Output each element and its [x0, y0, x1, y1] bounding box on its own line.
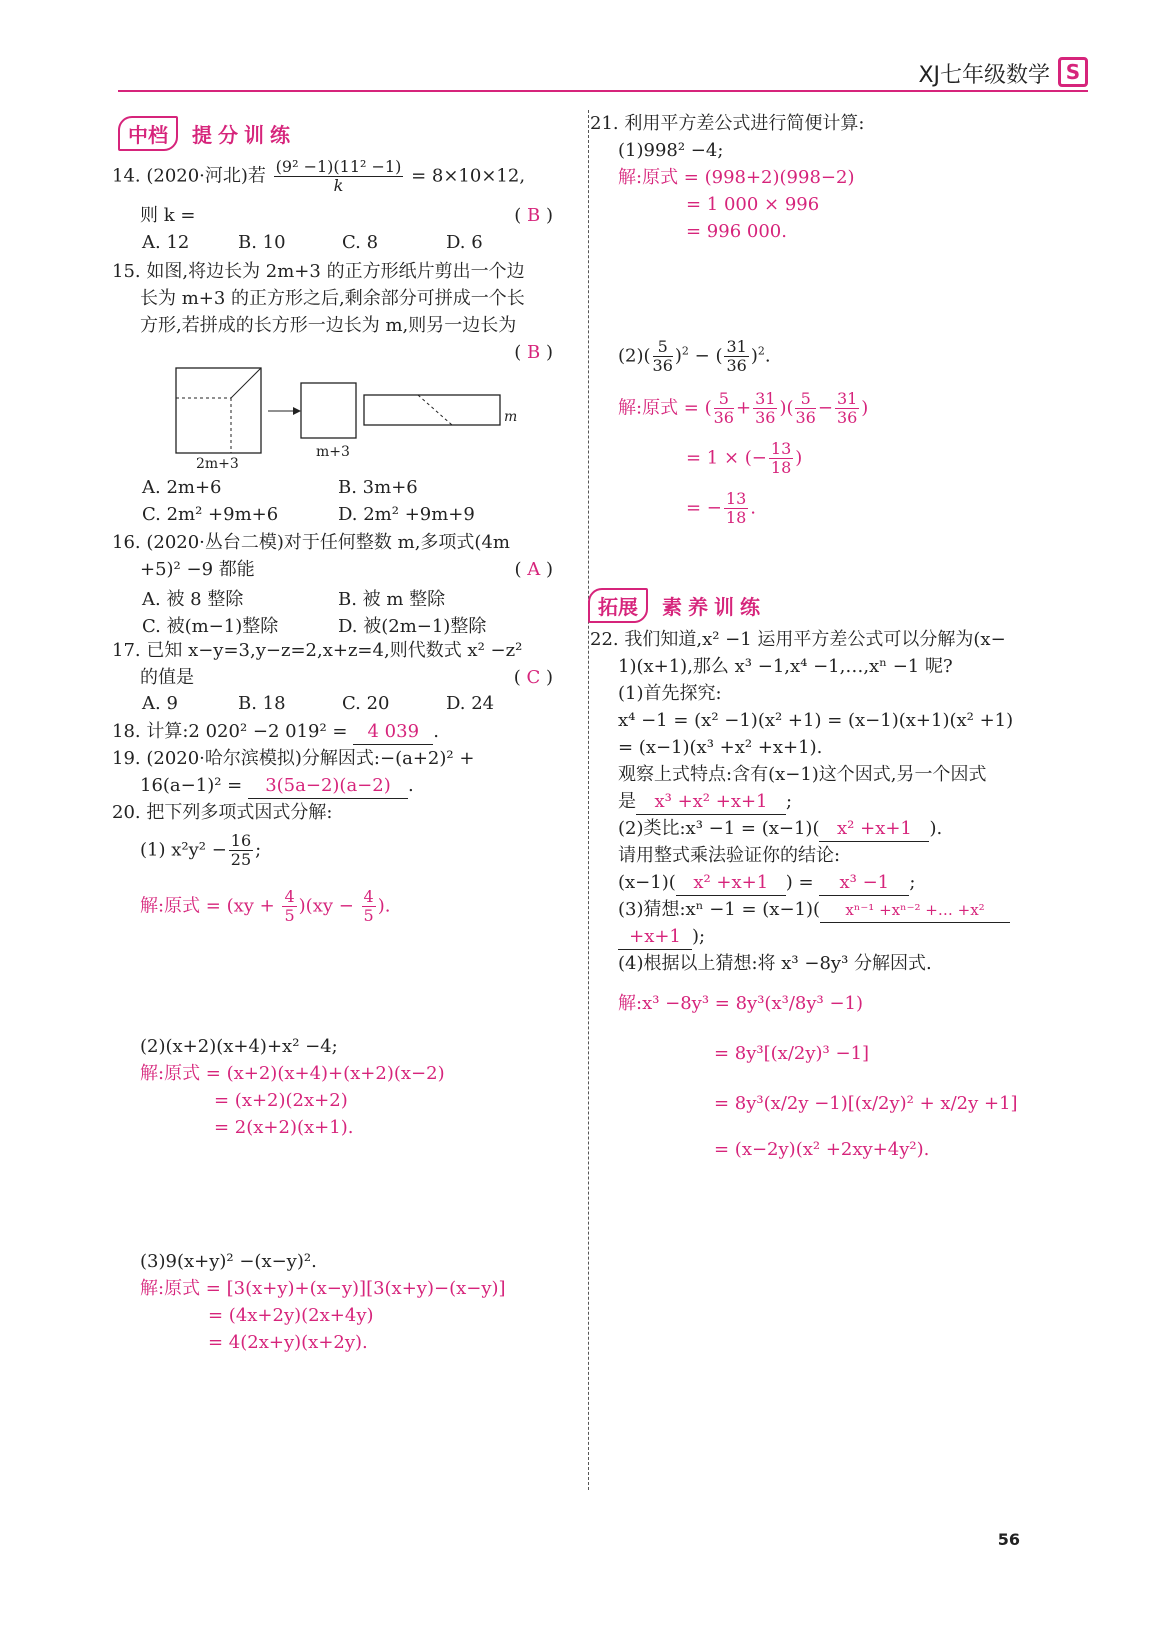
- q17-answer: ( C ): [513, 667, 553, 688]
- q20-p2-sol-3: = 2(x+2)(x+1).: [214, 1117, 354, 1138]
- q20-p3-sol-1: 解:原式 = [3(x+y)+(x−y)][3(x+y)−(x−y)]: [140, 1278, 506, 1299]
- q22-answer-v1: x² +x+1: [676, 871, 786, 896]
- section-ext-title: 素养训练: [662, 595, 766, 619]
- q22-sol-3: = 8y³(x/2y −1)[(x/2y)² + x/2y +1]: [714, 1093, 1018, 1114]
- fig-label-m3: m+3: [316, 444, 350, 460]
- q22-answer-1: x³ +x² +x+1: [636, 790, 786, 815]
- q22-answer-3b: +x+1: [618, 925, 692, 950]
- q21-p2-sol-3: = − $\frac{13}{18}$ .: [686, 489, 756, 527]
- q16-line1: 16. (2020·丛台二模)对于任何整数 m,多项式(4m: [112, 532, 510, 553]
- q18-answer: 4 039: [353, 720, 433, 745]
- q20-p2-sol-2: = (x+2)(2x+2): [214, 1090, 348, 1111]
- page-number: 56: [997, 1530, 1020, 1549]
- q20-p2: (2)(x+2)(x+4)+x² −4;: [140, 1036, 338, 1057]
- q17-line2: 的值是: [140, 667, 194, 688]
- header-title: XJ七年级数学: [918, 63, 1050, 88]
- q21-p2-sol-1: 解:原式 = ( $\frac{5}{36}$ + $\frac{31}{36}$ )( $\frac{5}{36}$ − $\frac{31}{36}$ ): [618, 389, 869, 427]
- column-divider: [588, 110, 589, 1490]
- q22-p4: (4)根据以上猜想:将 x³ −8y³ 分解因式.: [618, 953, 932, 974]
- q18: 18. 计算:2 020² −2 019² = 4 039 .: [112, 720, 439, 745]
- q22-sol-2: = 8y³[(x/2y)³ −1]: [714, 1043, 870, 1064]
- q21-p1-sol-1: 解:原式 = (998+2)(998−2): [618, 167, 855, 188]
- q16-options-row1: A. 被 8 整除 B. 被 m 整除: [142, 589, 446, 610]
- q22-p3-cont: +x+1 );: [618, 925, 705, 950]
- q14-stem: 14. (2020·河北)若 $\frac{\text{(9² −1)(11² −1)}}{k}$ = 8×10×12,: [112, 157, 526, 195]
- q14-options: A. 12 B. 10 C. 8 D. 6: [142, 232, 483, 253]
- q15-answer: ( B ): [514, 342, 553, 363]
- q20-p3: (3)9(x+y)² −(x−y)².: [140, 1251, 317, 1272]
- q20-p2-sol-1: 解:原式 = (x+2)(x+4)+(x+2)(x−2): [140, 1063, 445, 1084]
- q21-p1-sol-3: = 996 000.: [686, 221, 787, 242]
- q22-sol-1: 解:x³ −8y³ = 8y³(x³/8y³ −1): [618, 993, 864, 1014]
- q17-line1: 17. 已知 x−y=3,y−z=2,x+z=4,则代数式 x² −z²: [112, 640, 523, 661]
- q19-line2: 16(a−1)² = 3(5a−2)(a−2) .: [140, 774, 414, 799]
- q22-p3: (3)猜想:xⁿ −1 = (x−1)( xⁿ⁻¹ +xⁿ⁻² +… +x²: [618, 898, 1010, 923]
- q22-line2: 1)(x+1),那么 x³ −1,x⁴ −1,…,xⁿ −1 呢?: [618, 656, 953, 677]
- s-logo-icon: S: [1058, 57, 1088, 87]
- q21-p2: (2)( $\frac{5}{36}$ )$^2$ − ( $\frac{31}{36}$ )$^2$.: [618, 337, 771, 375]
- q15-options-row1: A. 2m+6 B. 3m+6: [142, 477, 418, 498]
- q20-p3-sol-3: = 4(2x+y)(x+2y).: [208, 1332, 368, 1353]
- q22-line1: 22. 我们知道,x² −1 运用平方差公式可以分解为(x−: [590, 629, 1006, 650]
- q16-line2: +5)² −9 都能: [140, 559, 255, 580]
- q20-p1: (1) x²y² − $\frac{16}{25}$ ;: [140, 831, 262, 869]
- q15-line3: 方形,若拼成的长方形一边长为 m,则另一边长为: [140, 315, 517, 336]
- section-mid-tag: [118, 116, 296, 151]
- q22-line5: = (x−1)(x³ +x² +x+1).: [618, 737, 823, 758]
- q22-answer-3: xⁿ⁻¹ +xⁿ⁻² +… +x²: [820, 898, 1010, 923]
- q19-answer: 3(5a−2)(a−2): [248, 774, 408, 799]
- q22-verify-eq: (x−1)( x² +x+1 ) = x³ −1 ;: [618, 871, 915, 896]
- q20-p1-solution: 解:原式 = (xy + $\frac{4}{5}$ )(xy − $\frac{4}{5}$ ).: [140, 887, 391, 925]
- q22-line3: (1)首先探究:: [618, 683, 722, 704]
- q15-line1: 15. 如图,将边长为 2m+3 的正方形纸片剪出一个边: [112, 261, 525, 282]
- q16-answer: ( A ): [514, 559, 553, 580]
- q22-p2: (2)类比:x³ −1 = (x−1)( x² +x+1 ).: [618, 817, 942, 842]
- q21-stem: 21. 利用平方差公式进行简便计算:: [590, 113, 865, 134]
- q22-line4: x⁴ −1 = (x² −1)(x² +1) = (x−1)(x+1)(x² +1): [618, 710, 1014, 731]
- q21-p1: (1)998² −4;: [618, 140, 724, 161]
- q15-line2: 长为 m+3 的正方形之后,剩余部分可拼成一个长: [140, 288, 525, 309]
- header-rule: [118, 90, 1088, 92]
- section-ext-tag: [588, 588, 766, 623]
- q16-options-row2: C. 被(m−1)整除 D. 被(2m−1)整除: [142, 616, 487, 637]
- q20-stem: 20. 把下列多项式因式分解:: [112, 802, 333, 823]
- q22-answer-2: x² +x+1: [819, 817, 929, 842]
- q17-options: A. 9 B. 18 C. 20 D. 24: [142, 693, 495, 714]
- q22-line6: 观察上式特点:含有(x−1)这个因式,另一个因式: [618, 764, 987, 785]
- q22-sol-4: = (x−2y)(x² +2xy+4y²).: [714, 1139, 930, 1160]
- q21-p2-sol-2: = 1 × (− $\frac{13}{18}$ ): [686, 439, 803, 477]
- q22-blank1-line: 是 x³ +x² +x+1 ;: [618, 790, 792, 815]
- fig-label-2m3: 2m+3: [196, 456, 239, 472]
- q15-options-row2: C. 2m² +9m+6 D. 2m² +9m+9: [142, 504, 475, 525]
- q14-answer: ( B ): [514, 205, 553, 226]
- q22-verify: 请用整式乘法验证你的结论:: [618, 845, 841, 866]
- q22-answer-v2: x³ −1: [819, 871, 909, 896]
- q20-p3-sol-2: = (4x+2y)(2x+4y): [208, 1305, 374, 1326]
- q21-p1-sol-2: = 1 000 × 996: [686, 194, 820, 215]
- section-ext-badge: 拓展: [588, 588, 648, 623]
- fig-label-m: m: [504, 409, 518, 425]
- q14-line2: 则 k =: [140, 205, 196, 226]
- section-mid-badge: 中档: [118, 116, 178, 151]
- section-mid-title: 提分训练: [192, 123, 296, 147]
- q19-line1: 19. (2020·哈尔滨模拟)分解因式:−(a+2)² +: [112, 748, 475, 769]
